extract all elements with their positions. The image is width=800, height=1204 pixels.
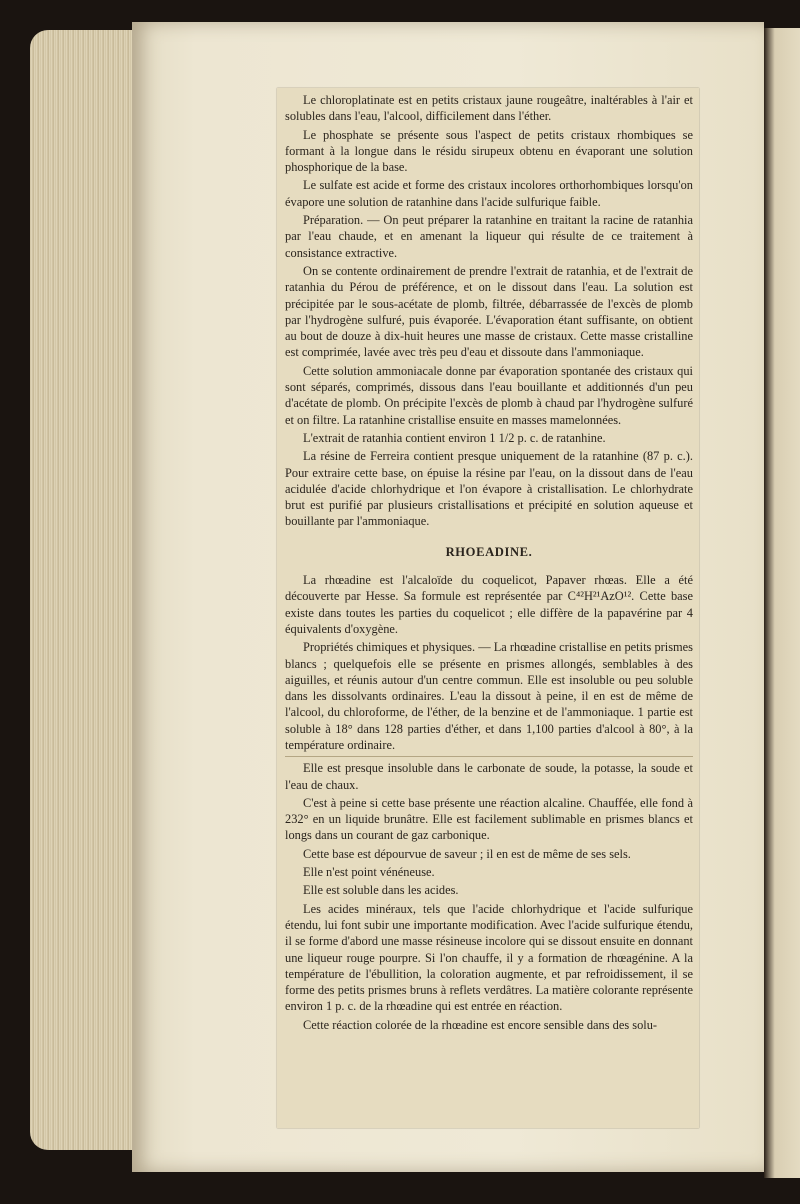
facing-page-edge xyxy=(764,28,800,1178)
paragraph-colored-reaction: Cette réaction colorée de la rhœadine est encore sensible dans des solu- xyxy=(303,1017,658,1032)
paragraph-properties: Propriétés chimiques et physiques. — La rhœadine cristallise en petits prismes blancs ; quelquefois elle se présente en prismes allongés, semblables à des aiguilles, et réunis autour d'un centre commun. Elle est insoluble ou peu soluble dans les dissolvants ordinaires. L'eau la dissout à peine, il en est de même de l'alcool, du chloroforme, de l'éther, de la benzine et de l'ammoniaque. 1 partie est soluble à 18° dans 128 parties d'éther, et dans 1,100 parties d'alcool à 80°, à la température ordinaire. xyxy=(285,640,693,752)
paragraph-ammonia-solution: Cette solution ammoniacale donne par évaporation spontanée des cristaux qui sont séparés, comprimés, dissous dans l'eau bouillante et additionnés d'un peu d'acétate de plomb. On précipite l'excès de plomb à chaud par l'hydrogène sulfuré et on filtre. La ratanhine cristallise ensuite en masses mamelonnées. xyxy=(285,363,693,427)
paragraph-sulfate: Le sulfate est acide et forme des cristaux incolores orthorhombiques lorsqu'on évapore une solution de ratanhine dans l'acide sulfurique faible. xyxy=(285,178,693,209)
paragraph-ferreira-resin: La résine de Ferreira contient presque uniquement de la ratanhine (87 p. c.). Pour extraire cette base, on épuise la résine par l'eau, on la dissout dans de l'eau acidulée d'acide chlorhydrique et l'on évapore à cristallisation. Le chlorhydrate brut est purifié par plusieurs cristallisations et précipité en solution aqueuse et bouillante par l'ammoniaque. xyxy=(285,449,693,529)
book-page-edges xyxy=(30,30,145,1150)
paragraph-chloroplatinate: Le chloroplatinate est en petits cristaux jaune rougeâtre, inaltérables à l'air et solubles dans l'eau, l'alcool, difficilement dans l'éther. xyxy=(285,93,693,124)
pasted-text-clipping xyxy=(277,88,699,1128)
paragraph-extraction: On se contente ordinairement de prendre l'extrait de ratanhia, et de l'extrait de ratanhia du Pérou de préférence, et on le dissout dans l'eau. La solution est précipitée par le sous-acétate de plomb, filtrée, débarrassée de l'excès de plomb par l'hydrogène sulfuré, puis évaporée. L'évaporation étant suffisante, on obtient au bout de douze à dix-huit heures une masse de cristaux. Cette masse cristalline est comprimée, lavée avec très peu d'eau et dissoute dans l'ammoniaque. xyxy=(285,263,693,360)
paragraph-mineral-acids: Les acides minéraux, tels que l'acide chlorhydrique et l'acide sulfurique étendu, lui font subir une importante modification. Avec l'acide sulfurique étendu, il se forme d'abord une masse résineuse incolore qui se dissout ensuite en donnant une liqueur rouge pourpre. Si l'on chauffe, il y a formation de rhœagénine. A la température de l'ébullition, la coloration augmente, et par refroidissement, il se forme des petits prismes bruns à reflets verdâtres. La matière colorante représente environ 1 p. c. de la rhœadine qui est entrée en réaction. xyxy=(285,901,693,1014)
paragraph-taste: Cette base est dépourvue de saveur ; il en est de même de ses sels. xyxy=(303,846,631,861)
paragraph-extract-content: L'extrait de ratanhia contient environ 1 1/2 p. c. de ratanhine. xyxy=(303,430,606,445)
paragraph-rhoeadine-intro: La rhœadine est l'alcaloïde du coquelicot, Papaver rhœas. Elle a été découverte par Hesse. Sa formule est représentée par C⁴²H²¹AzO¹². Cette base existe dans toutes les parties du coquelicot ; elle diffère de la papavérine par 4 équivalents d'oxygène. xyxy=(285,573,693,636)
paragraph-soluble-acids: Elle est soluble dans les acides. xyxy=(303,883,459,898)
paragraph-insoluble: Elle est presque insoluble dans le carbonate de soude, la potasse, la soude et l'eau de chaux. xyxy=(285,761,693,792)
section-title: RHOEADINE. xyxy=(445,544,533,559)
paragraph-phosphate: Le phosphate se présente sous l'aspect de petits cristaux rhombiques se formant à la longue dans le résidu sirupeux obtenu en évaporant une solution phosphorique de la base. xyxy=(285,127,693,175)
clipping-seam xyxy=(285,756,693,757)
paragraph-not-poisonous: Elle n'est point vénéneuse. xyxy=(303,865,435,880)
paragraph-alkaline-reaction: C'est à peine si cette base présente une réaction alcaline. Chauffée, elle fond à 232° en un liquide brunâtre. Elle est facilement sublimable en prismes blancs et longs dans un courant de gaz carbonique. xyxy=(285,795,693,843)
paragraph-preparation: Préparation. — On peut préparer la ratanhine en traitant la racine de ratanhia par l'eau chaude, et en amenant la liqueur qui résulte de ce traitement à consistance extractive. xyxy=(285,213,693,260)
